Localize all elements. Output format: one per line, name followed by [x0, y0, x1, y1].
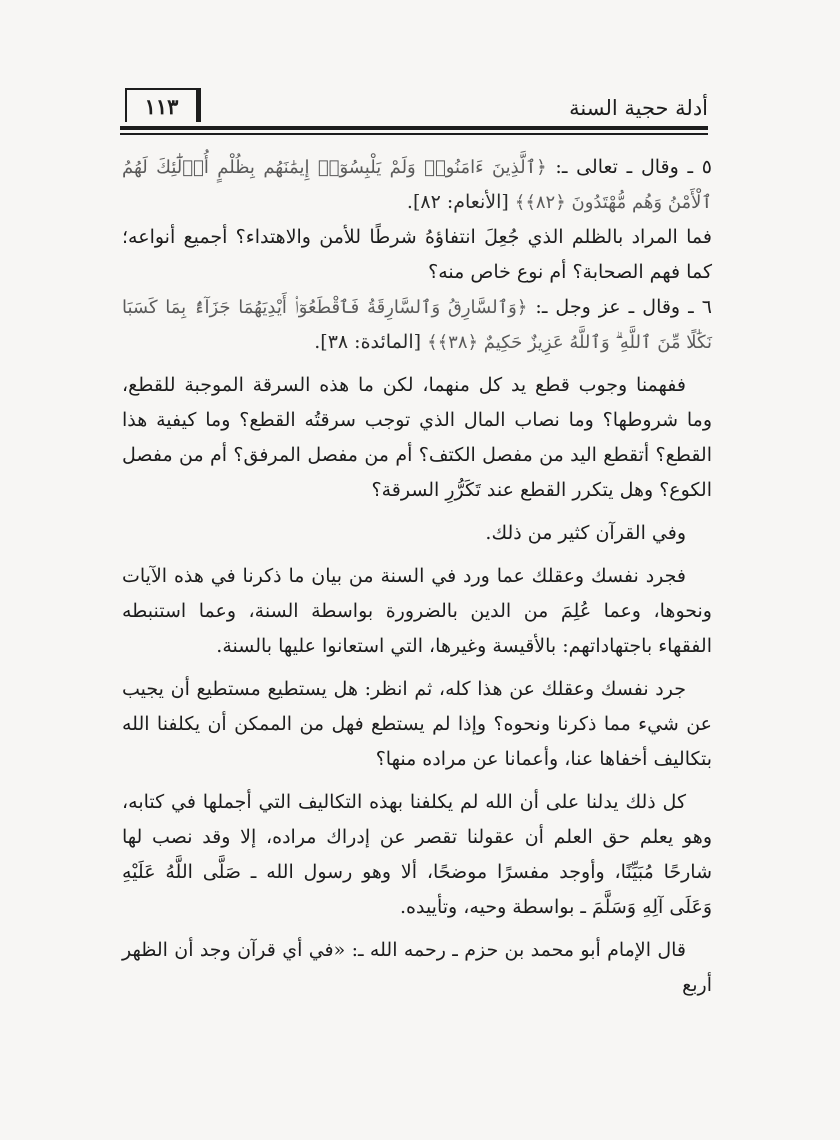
paragraph-quran-many: وفي القرآن كثير من ذلك.	[485, 522, 686, 544]
item-6-lead: ٦ ـ وقال ـ عز وجل ـ:	[527, 296, 712, 318]
verse-reference: [الأنعام: ٨٢].	[406, 191, 515, 213]
quran-verse-maidah-38: ﴿وَٱلسَّارِقُ وَٱلسَّارِقَةُ فَٱقْطَعُوٓا۟ أَيْدِيَهُمَا جَزَآءًۢ بِمَا كَسَبَا نَكَٰلًا مِّنَ ٱللَّهِ ۗ وَٱللَّهُ عَزِيزٌ حَكِيمٌ ﴿٣٨﴾﴾	[122, 297, 712, 353]
verse-reference: [المائدة: ٣٨].	[314, 331, 428, 353]
page-number: ١١٣	[144, 93, 179, 119]
running-title: أدلة حجية السنة	[569, 96, 708, 120]
item-6	[122, 290, 712, 360]
paragraph-theft-questions: ففهمنا وجوب قطع يد كل منهما، لكن ما هذه السرقة الموجبة للقطع، وما شروطها؟ وما نصاب المال الذي توجب سرقتُه القطع؟ وما كيفية هذا القطع؟ أتقطع اليد من مفصل الكتف؟ أم من مفصل المرفق؟ أم من مفصل الكوع؟ وهل يتكرر القطع عند تَكَرُّرِ السرقة؟	[122, 374, 712, 501]
item-5	[122, 150, 712, 220]
paragraph-strip-all: جرد نفسك وعقلك عن هذا كله، ثم انظر: هل يستطيع مستطيع أن يجيب عن شيء مما ذكرنا ونحوه؟ وإذا لم يستطع فهل من الممكن أن يكلفنا الله بتكاليف أخفاها عنا، وأعمانا عن مراده منها؟	[122, 678, 712, 770]
quran-verse-anam-82: ﴿ٱلَّذِينَ ءَامَنُوا۟ وَلَمْ يَلْبِسُوٓا۟ إِيمَٰنَهُم بِظُلْمٍ أُو۟لَٰٓئِكَ لَهُمُ ٱلْأَمْنُ وَهُم مُّهْتَدُونَ ﴿٨٢﴾﴾	[122, 157, 712, 213]
paragraph-ibn-hazm-quote: قال الإمام أبو محمد بن حزم ـ رحمه الله ـ: «في أي قرآن وجد أن الظهر أربع	[122, 939, 712, 996]
item-5-lead: ٥ ـ وقال ـ تعالى ـ:	[546, 156, 712, 178]
page-number-box	[125, 88, 201, 122]
paragraph-strip-yourself: فجرد نفسك وعقلك عما ورد في السنة من بيان ما ذكرنا في هذه الآيات ونحوها، وعما عُلِمَ من الدين بالضرورة بواسطة السنة، وعما استنبطه الفقهاء باجتهاداتهم: بالأقيسة وغيرها، التي استعانوا عليها بالسنة.	[122, 565, 712, 657]
header-rule-thick	[120, 126, 708, 130]
page-body	[122, 150, 712, 1003]
paragraph-conclusion: كل ذلك يدلنا على أن الله لم يكلفنا بهذه التكاليف التي أجملها في كتابه، وهو يعلم حق العلم أن عقولنا تقصر عن إدراك مراده، إلا وقد نصب لها شارحًا مُبَيِّنًا، وأوجد مفسرًا موضحًا، ألا وهو رسول الله ـ صَلَّى اللَّهُ عَلَيْهِ وَعَلَى آلِهِ وَسَلَّمَ ـ بواسطة وحيه، وتأييده.	[122, 791, 712, 918]
paragraph-zulm-question: فما المراد بالظلم الذي جُعِلَ انتفاؤهُ شرطًا للأمن والاهتداء؟ أجميع أنواعه؛ كما فهم الصحابة؟ أم نوع خاص منه؟	[122, 226, 712, 283]
page-header	[120, 88, 708, 132]
header-rule-thin	[120, 133, 708, 135]
